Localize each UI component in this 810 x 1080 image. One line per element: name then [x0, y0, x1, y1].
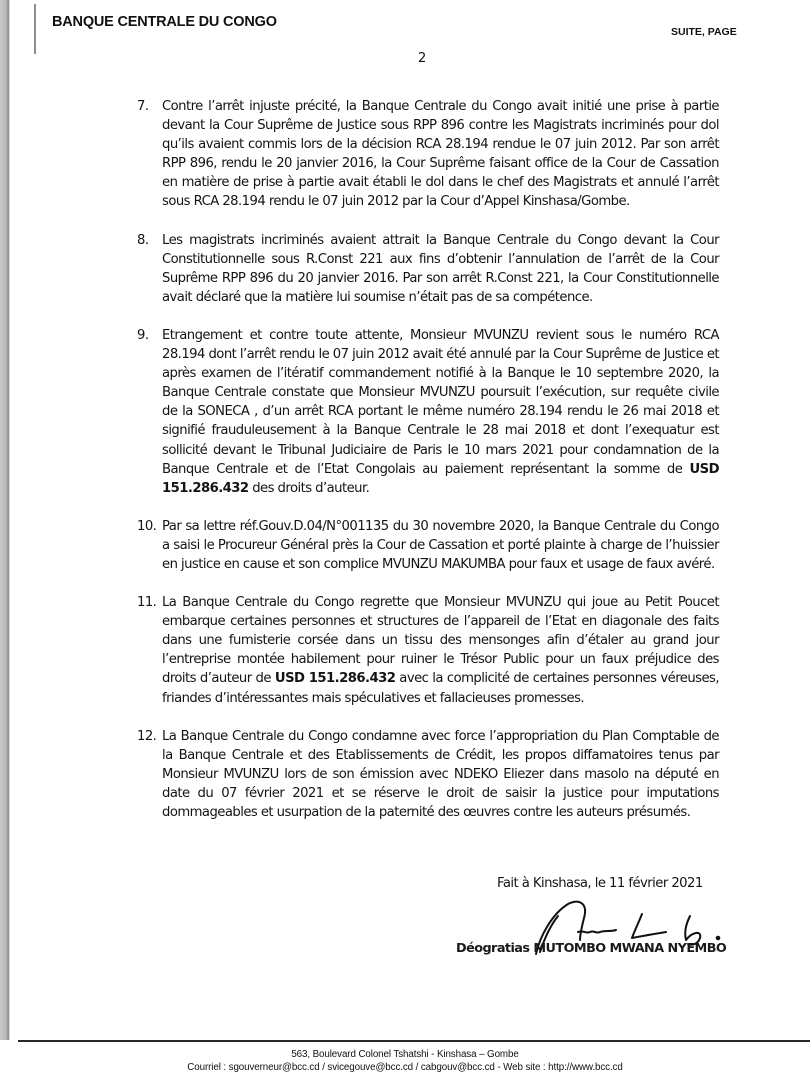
page-number: 2	[418, 51, 427, 66]
footer-contact: Courriel : sgouverneur@bcc.cd / svicegouve@bcc.cd / cabgouv@bcc.cd - Web site : http://www.bcc.cd	[187, 1062, 623, 1073]
paragraph-segment: avec la complicité de certaines personnes véreuses, friandes d’intéressantes mais spéculatives et fallacieuses promesses.	[162, 671, 719, 706]
paragraph-number: 7.	[137, 99, 149, 114]
paragraph-number: 8.	[137, 232, 149, 248]
footer-address: 563, Boulevard Colonel Tshatshi - Kinshasa – Gombe	[291, 1049, 519, 1060]
paragraph-text	[162, 326, 719, 498]
institution-header: BANQUE CENTRALE DU CONGO	[52, 14, 277, 30]
numbered-paragraph	[137, 97, 719, 212]
paragraph-text	[162, 593, 719, 708]
amount-highlight: USD 151.286.432	[162, 461, 719, 496]
numbered-paragraph	[137, 593, 719, 708]
paragraph-segment: La Banque Centrale du Congo condamne avec force l’appropriation du Plan Comptable de la Banque Centrale et des Etablissements de Crédit, les propos diffamatoires tenus par Monsieur MVUNZU lors de son émission avec NDEKO Eliezer dans masolo na député en date du 07 février 2021 et se réserve le droit de saisir la justice pour imputations dommageables et usurpation de la paternité des œuvres contre les auteurs présumés.	[162, 728, 719, 820]
paragraph-text	[162, 231, 719, 307]
paragraph-segment: Par sa lettre réf.Gouv.D.04/N°001135 du 30 novembre 2020, la Banque Centrale du Congo a saisi le Procureur Général près la Cour de Cassation et porté plainte à charge de l’huissier en justice en cause et son complice MVUNZU MAKUMBA pour faux et usage de faux avéré.	[162, 518, 719, 572]
document-body	[137, 97, 719, 841]
numbered-paragraph	[137, 517, 719, 574]
paragraph-text	[162, 97, 719, 212]
signatory-name: Déogratias MUTOMBO MWANA NYEMBO	[456, 941, 727, 956]
continuation-label: SUITE, PAGE	[671, 26, 737, 38]
paragraph-number: 9.	[137, 327, 149, 343]
paragraph-segment: Etrangement et contre toute attente, Monsieur MVUNZU revient sous le numéro RCA 28.194 dont l’arrêt rendu le 07 juin 2012 avait été annulé par la Cour Suprême de Justice et après examen de l’itératif commandement notifié à la Banque le 10 septembre 2020, la Banque Centrale constate que Monsieur MVUNZU poursuit l’exécution, sur requête civile de la SONECA , d’un arrêt RCA portant le même numéro 28.194 rendu le 26 mai 2018 et signifié frauduleusement à la Banque Centrale le 28 mai 2018 et dont l’exequatur est sollicité devant le Tribunal Judiciaire de Paris le 10 mars 2021 pour condamnation de la Banque Centrale et de l’Etat Congolais au paiement représentant la somme de	[162, 327, 720, 477]
place-date: Fait à Kinshasa, le 11 février 2021	[497, 876, 703, 891]
footer-divider	[18, 1040, 810, 1042]
paragraph-number: 10.	[137, 518, 157, 534]
paragraph-text	[162, 517, 719, 574]
paragraph-number: 11.	[137, 595, 157, 611]
numbered-paragraph	[137, 231, 719, 307]
numbered-paragraph	[137, 727, 719, 822]
paragraph-segment: Les magistrats incriminés avaient attrait la Banque Centrale du Congo devant la Cour Constitutionnelle sous R.Const 221 aux fins d’obtenir l’annulation de l’arrêt de la Cour Suprême RPP 896 du 20 janvier 2016. Par son arrêt R.Const 221, la Cour Constitutionnelle avait déclaré que la matière lui soumise n’était pas de sa compétence.	[162, 232, 719, 305]
paragraph-segment: Contre l’arrêt injuste précité, la Banque Centrale du Congo avait initié une prise à partie devant la Cour Suprême de Justice sous RPP 896 contre les Magistrats incriminés pour dol qu’ils avaient commis lors de la décision RCA 28.194 rendue le 07 juin 2012. Par son arrêt RPP 896, rendu le 20 janvier 2016, la Cour Suprême faisant office de la Cour de Cassation en matière de prise à partie avait établi le dol dans le chef des Magistrats et annulé l’arrêt sous RCA 28.194 rendu le 07 juin 2012 par la Cour d’Appel Kinshasa/Gombe.	[162, 99, 719, 210]
scan-edge-shadow	[0, 0, 10, 1040]
numbered-paragraph	[137, 326, 719, 498]
paragraph-number: 12.	[137, 728, 157, 744]
amount-highlight: USD 151.286.432	[274, 671, 396, 687]
paragraph-segment: La Banque Centrale du Congo regrette que Monsieur MVUNZU qui joue au Petit Poucet embarque certaines personnes et structures de l’appareil de l’Etat en diagonale des faits dans une fumisterie corsée dans un tissu des mensonges afin d’étaler au grand jour l’entreprise montée habilement pour ruiner le Trésor Public pour un faux préjudice des droits d’auteur de	[162, 595, 719, 687]
scan-mark	[34, 4, 36, 54]
paragraph-text	[162, 727, 719, 822]
paragraph-segment: des droits d’auteur.	[248, 480, 370, 496]
